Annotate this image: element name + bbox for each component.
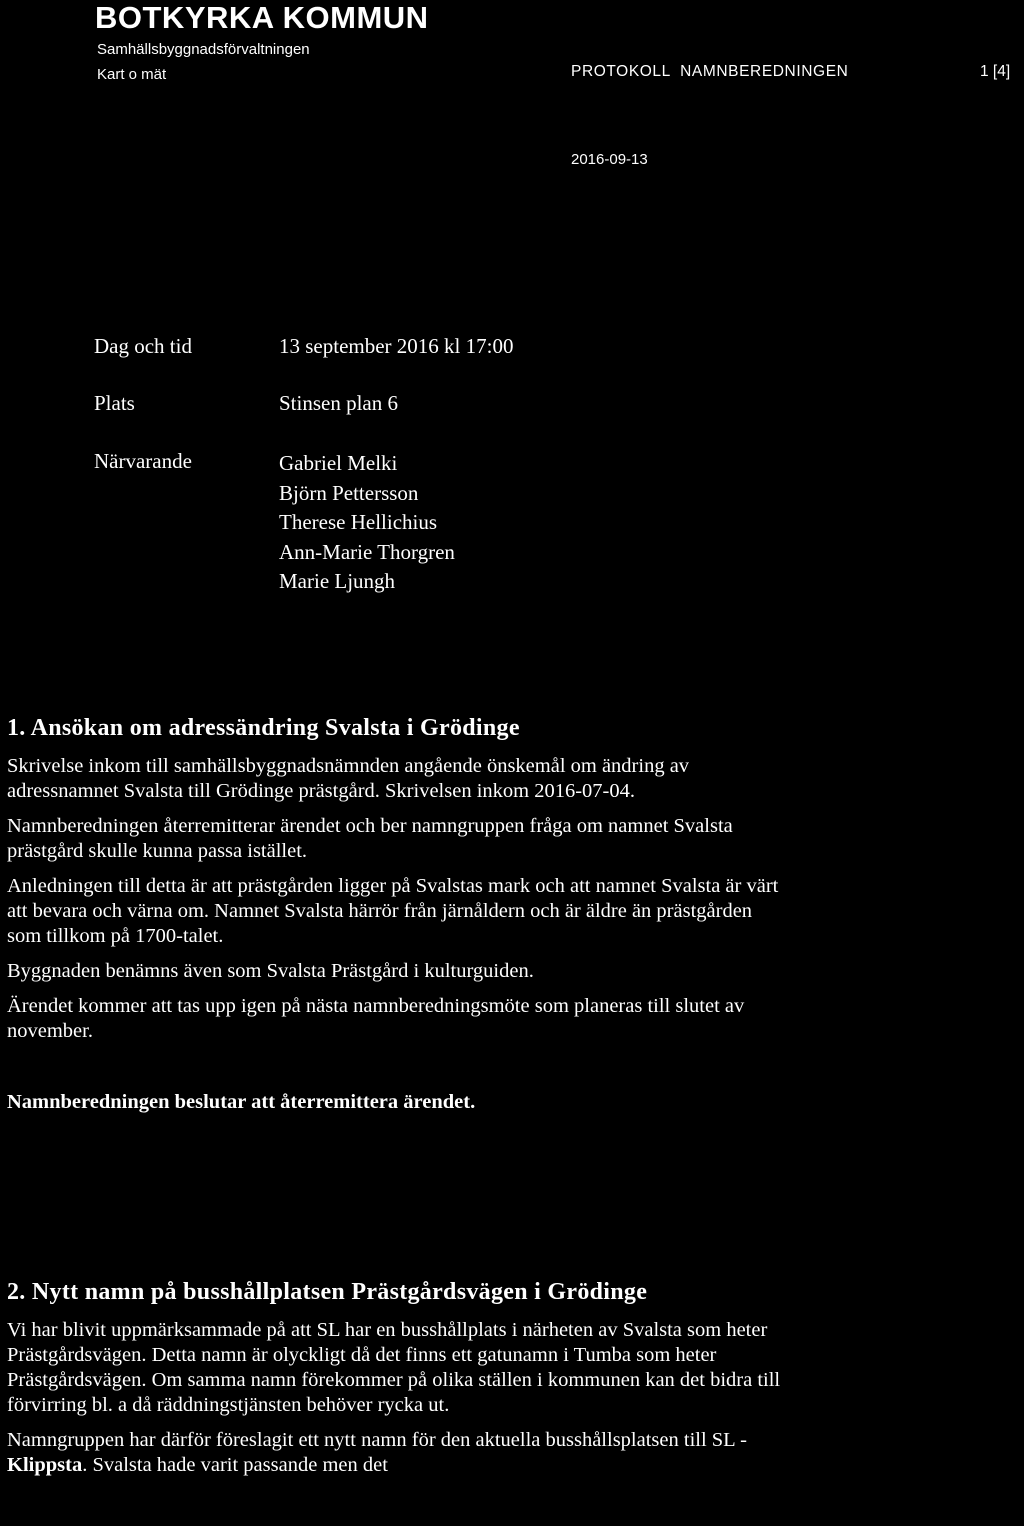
paragraph: Namnberedningen återremitterar ärendet och ber namngruppen fråga om namnet Svalsta prästgård skulle kunna passa istället. [7,815,733,862]
unit-name: Kart o mät [97,66,167,83]
decision: Namnberedningen beslutar att återremittera ärendet. [7,1091,476,1113]
place-label: Plats [94,391,135,415]
organization-name: BOTKYRKA KOMMUN [95,0,429,35]
agenda-item-2 [7,1279,1007,1488]
page-number: 1 [4] [980,63,1011,80]
agenda-item-heading: 1. Ansökan om adressändring Svalsta i Grödinge [7,715,520,741]
paragraph-text: Namngruppen har därför föreslagit ett nytt namn för den aktuella busshållsplatsen till SL - [7,1429,747,1451]
agenda-item-heading: 2. Nytt namn på busshållplatsen Prästgårdsvägen i Grödinge [7,1279,648,1305]
attendee: Gabriel Melki [279,451,398,475]
attendee: Björn Pettersson [279,480,419,505]
paragraph: Skrivelse inkom till samhällsbyggnadsnämnden angående önskemål om ändring av adressnamnet Svalsta till Grödinge prästgård. Skrivelsen inkom 2016-07-04. [7,755,690,802]
proposed-name: Klippsta [7,1454,83,1476]
document-date: 2016-09-13 [571,151,648,168]
time-value: 13 september 2016 kl 17:00 [279,334,514,358]
agenda-item-1 [7,715,1007,1125]
paragraph: Vi har blivit uppmärksammade på att SL har en busshållplats i närheten av Svalsta som heter Prästgårdsvägen. Detta namn är olyckligt då det finns ett gatunamn i Tumba som heter Prästgårdsvägen. Om samma namn förekommer på olika ställen i kommunen kan det bidra till förvirring bl. a då räddningstjänsten behöver rycka ut. [7,1319,781,1416]
place-value: Stinsen plan 6 [279,391,398,415]
paragraph: Anledningen till detta är att prästgården ligger på Svalstas mark och att namnet Svalsta är värt att bevara och värna om. Namnet Svalsta härrör från järnåldern och är äldre än prästgården som tillkom på 1700-talet. [7,875,779,947]
paragraph-text: . Svalsta hade varit passande men det [82,1454,388,1476]
paragraph [7,1428,777,1478]
attendees-list [279,449,455,597]
document-title: PROTOKOLL NAMNBEREDNINGEN [571,63,849,80]
paragraph: Byggnaden benämns även som Svalsta Prästgård i kulturguiden. [7,960,534,982]
attendee: Ann-Marie Thorgren [279,539,455,564]
department-name: Samhällsbyggnadsförvaltningen [97,41,310,58]
attendee: Therese Hellichius [279,510,438,534]
attendee: Marie Ljungh [279,569,396,593]
paragraph: Ärendet kommer att tas upp igen på nästa namnberedningsmöte som planeras till slutet av november. [7,995,745,1042]
attendees-label: Närvarande [94,449,192,473]
time-label: Dag och tid [94,334,192,358]
